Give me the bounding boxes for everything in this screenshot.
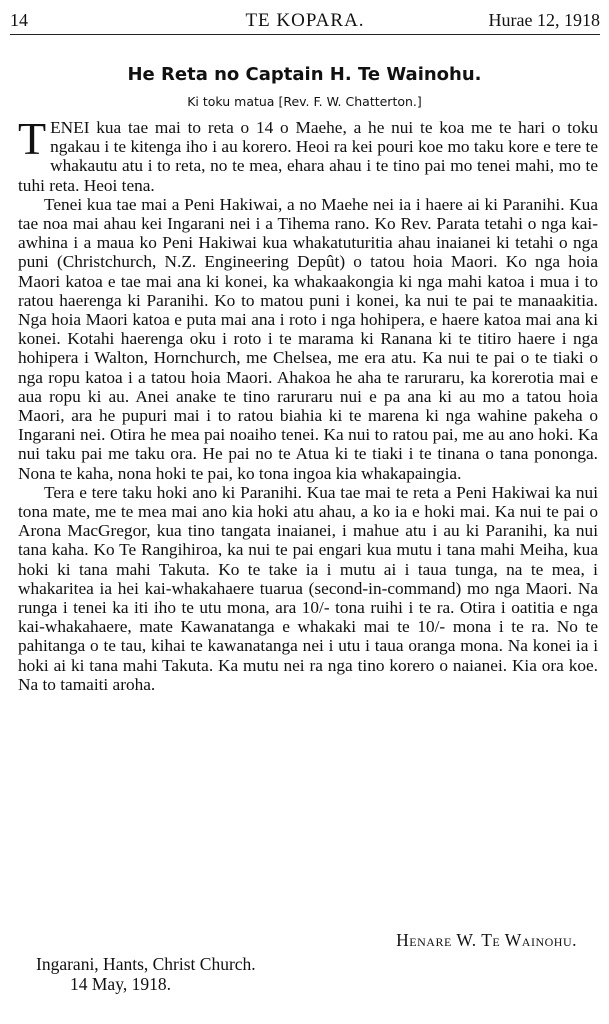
paragraph-1: [18, 113, 598, 195]
article-body: [18, 113, 598, 694]
author-signature: Henare W. Te Wainohu.: [396, 930, 577, 950]
page-number: 14: [10, 10, 28, 30]
paragraph-2: Tenei kua tae mai a Peni Hakiwai, a no Maehe nei ia i haere ai ki Paranihi. Kua tae noa mai ahau kei Ingarani nei i a Tihema rano. Ko Rev. Parata tetahi o nga kai-awhina i a maua ko Peni Hakiwai kua whakatuturitia ahau inaianei ki tetahi o nga puni (Christchurch, N.Z. Engineering Depût) o tatou hoia Maori. Ko nga hoia Maori katoa e tae mai ana ki konei, ka whakaakongia ki nga mahi katoa i mua i to ratou haerenga ki Paranihi. Ko to matou puni i konei, ka nui te pai te manaakitia. Nga hoia Maori katoa e puta mai ana i roto i nga hohipera, e haere katoa mai ana ki konei. Kotahi haerenga oku i roto i te marama ki Ranana ki te titiro haere i nga hohipera i Walton, Hornchurch, me Chelsea, me era atu. Ka nui te pai o te tiaki o nga ropu katoa i a tatou hoia Maori. Ahakoa he aha te raruraru, ka korerotia mai e aua ropu ki au. Anei anake te tino raruraru nui e pa ana ki au mo a tatou hoia Maori, ara he pupuri mai i to ratou biahia ki te marena ki nga wahine pakeha o Ingarani nei. Otira he mea pai noaiho tenei. Ka nui to ratou pai, me au ano hoki. Ka nui taku pai me taku ora. He pai no te Atua ki te tiaki i te tinana o tana pononga. Nona te kaha, nona hoki te pai, ko tona ingoa kia whakapaingia.: [18, 194, 598, 483]
paragraph-1-text: ENEI kua tae mai to reta o 14 o Maehe, a he nui te koa me te hari o toku ngakau i te kitenga iho i au korero. Heoi ra kei pouri koe mo taku kore e tere te whakautu atu i to reta, no te mea, ehara ahau i te tino pai mo tenei mahi, mo te tuhi reta. Heoi tena.: [18, 118, 598, 195]
letter-date: 14 May, 1918.: [70, 974, 171, 994]
drop-cap: T: [18, 113, 47, 164]
article-dedication: Ki toku matua [Rev. F. W. Chatterton.]: [187, 94, 422, 109]
page-header: [10, 8, 600, 35]
article-title: He Reta no Captain H. Te Wainohu.: [127, 64, 482, 85]
paragraph-3: Tera e tere taku hoki ano ki Paranihi. Kua tae mai te reta a Peni Hakiwai ka nui tona mate, me te mea mai ano kia hoki atu ahau, a ko ia e hoki mai. Ka nui te pai o Arona MacGregor, kua tino tangata inaianei, i mahue atu i au ki Paranihi, ka nui tana kaha. Ko Te Rangihiroa, ka nui te pai engari kua mutu i tana mahi Meiha, kua hoki ki tana mahi Takuta. Ko te take ia i mutu ai i taua tunga, na te mea, i whakaritea ia hei kai-whakahaere tuarua (second-in-command) mo nga Maori. Na runga i tenei ka iti iho te utu mona, ara 10/- tona ruihi i te ra. Otira i oatitia e nga kai-whakahaere, mate Kawanatanga e whakaki mai te 10/- mona i te ra. No te pahitanga o te tau, kihai te kawanatanga nei i utu i taua oranga mona. Na konei ia i hoki ai ki tana mahi Takuta. Ka mutu nei ra nga tino korero o naianei. Kia ora koe. Na to tamaiti aroha.: [18, 482, 598, 694]
issue-date: Hurae 12, 1918: [488, 10, 600, 30]
letter-place: Ingarani, Hants, Christ Church.: [36, 954, 256, 974]
publication-title: TE KOPARA.: [245, 10, 365, 31]
